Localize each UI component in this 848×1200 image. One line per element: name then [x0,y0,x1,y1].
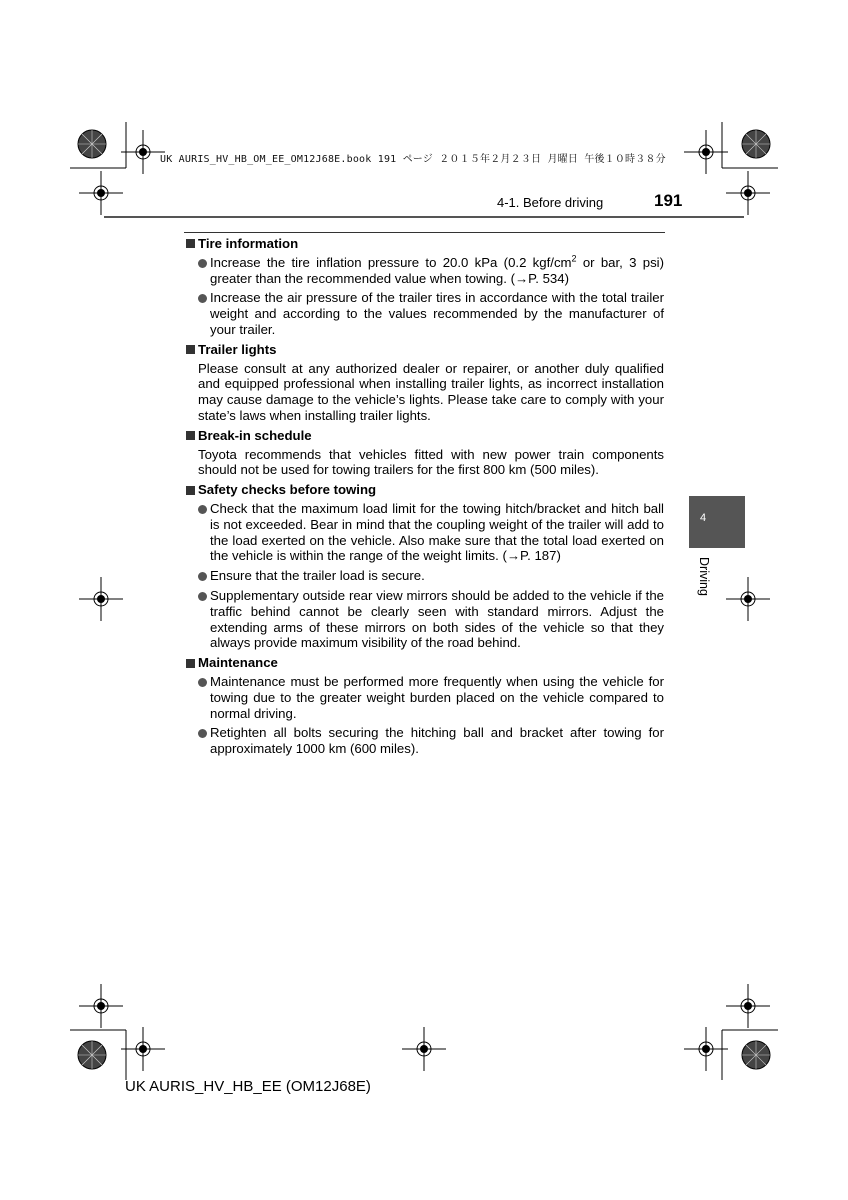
bullet-dot-icon [198,259,207,268]
section-heading: Safety checks before towing [186,482,664,498]
star-target-icon [742,1041,770,1069]
header-rule [104,216,744,218]
list-item: Retighten all bolts securing the hitching ball and bracket after towing for approximately 1000 km (600 miles). [186,725,664,757]
star-target-icon [78,130,106,158]
list-item: Increase the air pressure of the trailer tires in accordance with the total trailer weight and according to the values recommended by the manufacturer of your trailer. [186,290,664,337]
content-top-rule [184,232,665,233]
list-item: Supplementary outside rear view mirrors should be added to the vehicle if the traffic behind cannot be clearly seen with standard mirrors. Adjust the extending arms of these mirrors on both sides of the vehicle so that they always provide maximum visibility of the road behind. [186,588,664,651]
chapter-tab-number: 4 [700,512,707,524]
crosshair-icon [121,1027,165,1071]
crosshair-icon [726,577,770,621]
crosshair-icon [121,130,165,174]
list-item: Increase the tire inflation pressure to 20.0 kPa (0.2 kgf/$cm^2$ or bar, 3 psi) greater than the recommended value when towing. (→P. 534) [186,255,664,287]
crosshair-icon [79,577,123,621]
crosshair-icon [402,1027,446,1071]
section-safety-checks [186,482,664,651]
page-number: 191 [654,191,683,210]
section-paragraph: Please consult at any authorized dealer or repairer, or another duly qualified and equipped professional when installing trailer lights, as incorrect installation may cause damage to the vehicle’s lights. Please take care to comply with your state’s laws when installing trailer lights. [198,360,664,423]
square-bullet-icon [186,239,195,248]
star-target-icon [78,1041,106,1069]
bullet-dot-icon [198,505,207,514]
section-maintenance [186,655,664,757]
section-paragraph: Toyota recommends that vehicles fitted with new power train components should not be used for towing trailers for the first 800 km (500 miles). [198,446,664,478]
page-content [186,236,664,761]
section-trailer-lights [186,342,664,424]
header-section-title: 4-1. Before driving [497,195,604,210]
crosshair-icon [684,130,728,174]
print-info-line: UK AURIS_HV_HB_OM_EE_OM12J68E.book 191 ページ ２０１５年２月２３日 月曜日 午後１０時３８分 [160,154,666,165]
crosshair-icon [684,1027,728,1071]
crosshair-icon [79,171,123,215]
section-heading: Break-in schedule [186,428,664,444]
section-heading: Tire information [186,236,664,252]
bullet-dot-icon [198,572,207,581]
list-item: Ensure that the trailer load is secure. [186,568,664,584]
crosshair-icon [726,984,770,1028]
star-target-icon [742,130,770,158]
square-bullet-icon [186,431,195,440]
section-heading: Trailer lights [186,342,664,358]
square-bullet-icon [186,345,195,354]
crosshair-icon [726,171,770,215]
bullet-dot-icon [198,294,207,303]
list-item: Check that the maximum load limit for the towing hitch/bracket and hitch ball is not exceeded. Bear in mind that the coupling weight of the trailer will add to the load exerted on the vehicle. Also make sure that the total load exerted on the vehicle is within the range of the weight limits. (→P. 187) [186,501,664,564]
crosshair-icon [79,984,123,1028]
bullet-dot-icon [198,678,207,687]
section-tire-information [186,236,664,338]
chapter-tab-label: Driving [697,557,711,596]
section-break-in-schedule [186,428,664,478]
list-item: Maintenance must be performed more frequently when using the vehicle for towing due to the greater weight burden placed on the vehicle compared to normal driving. [186,674,664,721]
footer-document-id: UK AURIS_HV_HB_EE (OM12J68E) [125,1078,371,1095]
square-bullet-icon [186,486,195,495]
bullet-dot-icon [198,592,207,601]
bullet-dot-icon [198,729,207,738]
section-heading: Maintenance [186,655,664,671]
square-bullet-icon [186,659,195,668]
chapter-tab [689,496,745,548]
